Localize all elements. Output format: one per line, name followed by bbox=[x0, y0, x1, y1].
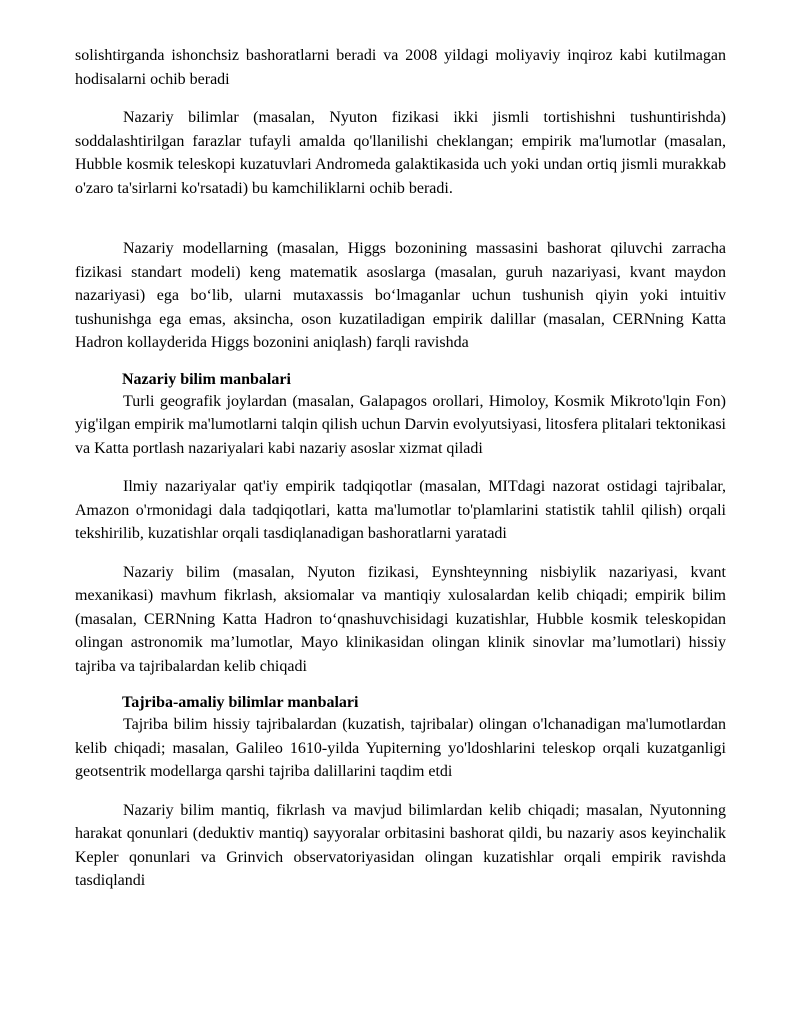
spacer bbox=[75, 355, 726, 370]
paragraph-scientific-theories: Ilmiy nazariyalar qat'iy empirik tadqiqotlar (masalan, MITdagi nazorat ostidagi tajribalar, Amazon o'rmonidagi dala tadqiqotlari, katta ma'lumotlar to'plamlarini statistik tahlil qilish) orqali tekshirilib, kuzatishlar orqali tasdiqlanadigan bashoratlarni yaratadi bbox=[75, 478, 726, 542]
spacer bbox=[75, 200, 726, 237]
spacer bbox=[75, 91, 726, 106]
spacer bbox=[75, 460, 726, 475]
paragraph-theoretical-vs-empirical: Nazariy bilim (masalan, Nyuton fizikasi, Eynshteynning nisbiylik nazariyasi, kvant mexanikasi) mavhum fikrlash, aksiomalar va mantiqiy xulosalardan kelib chiqadi; empirik bilim (masalan, CERNning Katta Hadron to‘qnashuvchisidagi kuzatishlar, Hubble kosmik teleskopidan olingan astronomik ma’lumotlar, Mayo klinikasidan olingan klinik sinovlar ma’lumotlari) hissiy tajriba va tajribalardan kelib chiqadi bbox=[75, 563, 726, 675]
paragraph-theoretical-models: Nazariy modellarning (masalan, Higgs bozonining massasini bashorat qiluvchi zarracha fizikasi standart modeli) keng matematik asoslarga (masalan, guruh nazariyasi, kvant maydon nazariyasi) ega bo‘lib, ularni mutaxassis bo‘lmaganlar uchun tushunish qiyin yoki intuitiv tushunishga ega emas, aksincha, oson kuzatiladigan empirik dalillar (masalan, CERNning Katta Hadron kollayderida Higgs bozonini aniqlash) farqli ravishda bbox=[75, 240, 726, 351]
paragraph-continuation: solishtirganda ishonchsiz bashoratlarni beradi va 2008 yildagi moliyaviy inqiroz kabi kutilmagan hodisalarni ochib beradi bbox=[75, 47, 726, 88]
paragraph-newton-laws: Nazariy bilim mantiq, fikrlash va mavjud bilimlardan kelib chiqadi; masalan, Nyutonning harakat qonunlari (deduktiv mantiq) sayyoralar orbitasini bashorat qildi, bu nazariy asos keyinchalik Kepler qonunlari va Grinvich observatoriyasidan olingan kuzatishlar orqali empirik ravishda tasdiqlandi bbox=[75, 801, 726, 889]
spacer bbox=[75, 546, 726, 561]
paragraph-experience-knowledge: Tajriba bilim hissiy tajribalardan (kuzatish, tajribalar) olingan o'lchanadigan ma'lumotlardan kelib chiqadi; masalan, Galileo 1610-yilda Yupiterning yo'ldoshlarini teleskop orqali kuzatganligi geotsentrik modellarga qarshi tajriba dalillarini taqdim etdi bbox=[75, 716, 726, 780]
section-heading-theoretical-sources: Nazariy bilim manbalari bbox=[122, 370, 291, 388]
paragraph-geographic-data: Turli geografik joylardan (masalan, Galapagos orollari, Himoloy, Kosmik Mikroto'lqin Fon) yig'ilgan empirik ma'lumotlarni talqin qilish uchun Darvin evolyutsiyasi, litosfera plitalari tektonikasi va Katta portlash nazariyalari kabi nazariy asoslar xizmat qiladi bbox=[75, 392, 726, 457]
section-heading-practical-sources: Tajriba-amaliy bilimlar manbalari bbox=[122, 694, 359, 711]
spacer bbox=[75, 678, 726, 693]
paragraph-theoretical-limitations: Nazariy bilimlar (masalan, Nyuton fizikasi ikki jismli tortishishni tushuntirishda) soddalashtirilgan farazlar tufayli amalda qo'llanilishi cheklangan; empirik ma'lumotlar (masalan, Hubble kosmik teleskopi kuzatuvlari Andromeda galaktikasida uch yoki undan ortiq jismli murakkab o'zaro ta'sirlarni ko'rsatadi) bu kamchiliklarni ochib beradi. bbox=[75, 109, 726, 197]
spacer bbox=[75, 784, 726, 799]
